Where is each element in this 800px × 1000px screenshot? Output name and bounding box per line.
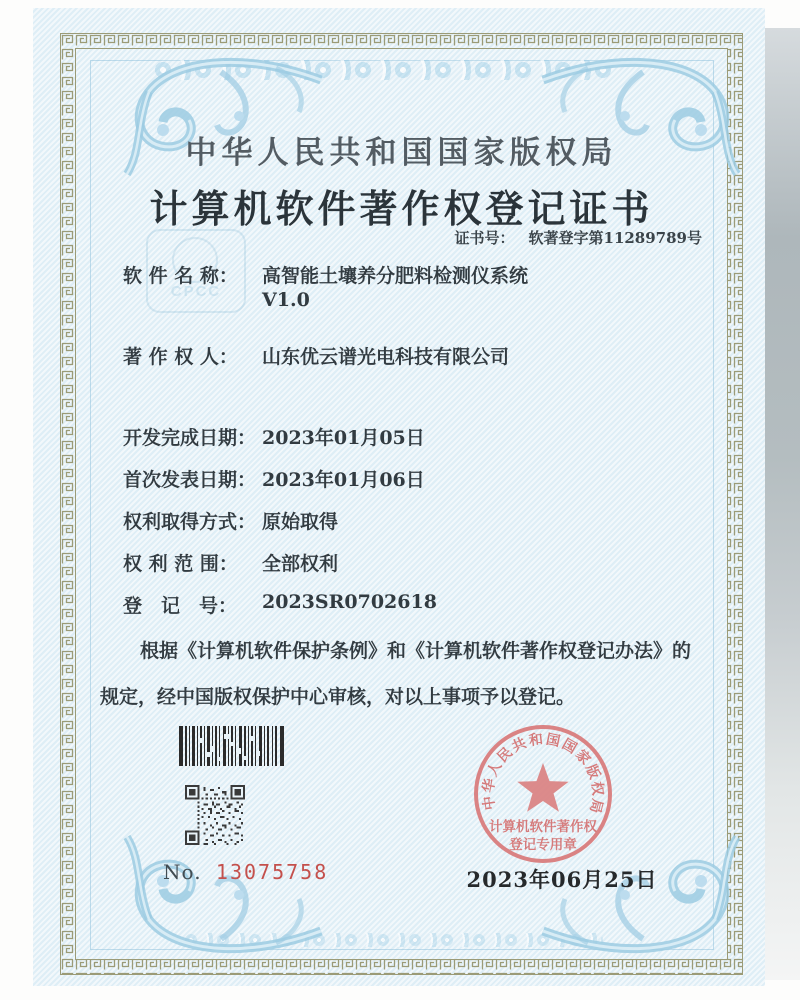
software-version: V1.0 (262, 289, 310, 311)
registration-statement-line2: 规定，经中国版权保护中心审核，对以上事项予以登记。 (100, 686, 576, 708)
field-value: 全部权利 (262, 553, 339, 575)
corner-flourish-bottom-left (101, 834, 329, 959)
field-label: 软 件 名 称： (123, 265, 238, 287)
seal-line2: 登记专用章 (509, 837, 577, 853)
field-label: 登 记 号： (123, 595, 238, 617)
certificate-title: 计算机软件著作权登记证书 (149, 186, 654, 231)
field-value: 2023年01月06日 (262, 469, 425, 491)
seal-ring-text: 中华人民共和国国家版权局 (480, 731, 606, 817)
field-label: 著 作 权 人： (123, 346, 238, 368)
field-label: 开发完成日期： (123, 427, 257, 449)
serial-number-line (163, 860, 328, 884)
registration-statement-line1: 根据《计算机软件保护条例》和《计算机软件著作权登记办法》的 (140, 640, 692, 662)
field-value: 2023SR0702618 (262, 591, 437, 613)
scan-shadow-strip (763, 28, 800, 980)
issuing-authority-title: 中华人民共和国国家版权局 (185, 135, 618, 171)
seal-line1: 计算机软件著作权 (489, 819, 597, 835)
field-label: 首次发表日期： (123, 469, 257, 491)
cpcc-watermark-text: CPCC (170, 283, 222, 300)
serial-number: 13075758 (215, 860, 329, 884)
field-value: 山东优云谱光电科技有限公司 (262, 346, 510, 368)
issue-date: 2023年06月25日 (466, 867, 658, 892)
field-label: 权利取得方式： (123, 511, 257, 533)
certificate-number-line (76, 227, 702, 248)
qr-code (185, 785, 245, 845)
serial-prefix: No. (163, 860, 202, 884)
field-value: 原始取得 (262, 511, 339, 533)
field-value: 高智能土壤养分肥料检测仪系统 (262, 265, 529, 287)
certificate-number-label: 证书号： (454, 229, 515, 247)
field-value: 2023年01月05日 (262, 427, 425, 449)
official-seal (462, 714, 624, 876)
certificate-number-value: 软著登字第11289789号 (528, 229, 702, 247)
field-label: 权 利 范 围： (123, 553, 238, 575)
barcode (179, 726, 285, 766)
